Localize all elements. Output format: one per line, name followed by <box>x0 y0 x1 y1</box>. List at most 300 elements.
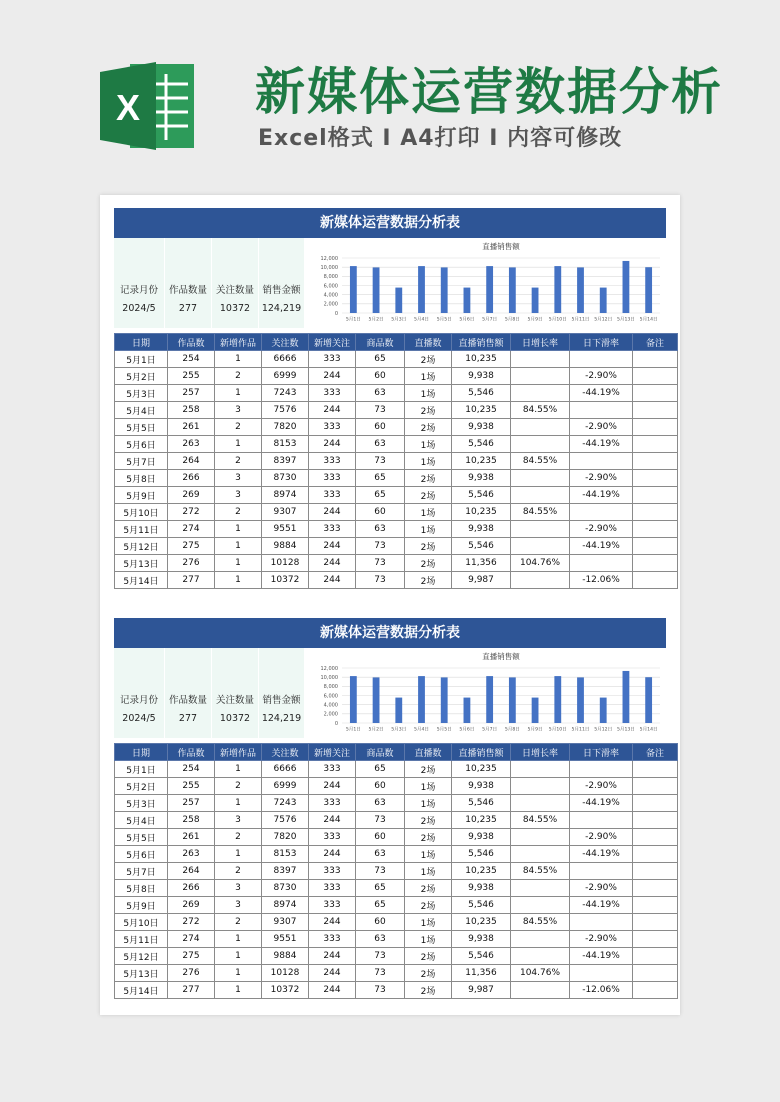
cell-new-followers: 244 <box>309 812 356 829</box>
cell-works: 258 <box>168 812 215 829</box>
x-tick-label: 5月14日 <box>639 727 658 733</box>
summary-label: 关注数量 <box>215 285 254 296</box>
x-tick-label: 5月1日 <box>345 727 361 733</box>
cell-daily-decline <box>570 761 633 778</box>
cell-date: 5月1日 <box>115 351 168 368</box>
summary-sales <box>259 238 304 328</box>
cell-live-count: 1场 <box>405 931 452 948</box>
cell-products: 63 <box>356 846 405 863</box>
cell-new-works: 1 <box>215 948 262 965</box>
cell-date: 5月12日 <box>115 538 168 555</box>
cell-products: 60 <box>356 829 405 846</box>
table-row <box>115 761 678 778</box>
cell-followers: 7576 <box>262 812 309 829</box>
cell-new-followers: 244 <box>309 538 356 555</box>
y-tick-label: 4,000 <box>323 292 338 299</box>
cell-date: 5月6日 <box>115 846 168 863</box>
x-tick-label: 5月4日 <box>413 727 430 733</box>
cell-live-count: 2场 <box>405 538 452 555</box>
cell-followers: 7243 <box>262 795 309 812</box>
column-header-new-followers: 新增关注 <box>309 334 356 351</box>
cell-daily-decline <box>570 863 633 880</box>
cell-daily-decline: -44.19% <box>570 795 633 812</box>
cell-notes <box>633 351 678 368</box>
cell-live-sales: 10,235 <box>452 863 511 880</box>
cell-new-followers: 244 <box>309 368 356 385</box>
cell-live-count: 1场 <box>405 795 452 812</box>
cell-notes <box>633 795 678 812</box>
column-header-followers: 关注数 <box>262 334 309 351</box>
x-tick-label: 5月8日 <box>504 727 520 733</box>
cell-products: 73 <box>356 965 405 982</box>
cell-products: 73 <box>356 538 405 555</box>
x-tick-label: 5月2日 <box>368 727 384 733</box>
summary-value: 10372 <box>219 303 251 314</box>
cell-notes <box>633 931 678 948</box>
cell-products: 73 <box>356 572 405 589</box>
column-header-new-followers: 新增关注 <box>309 744 356 761</box>
cell-works: 261 <box>168 419 215 436</box>
cell-products: 65 <box>356 487 405 504</box>
x-tick-label: 5月2日 <box>368 317 384 323</box>
logo-letter: X <box>115 87 141 128</box>
cell-new-followers: 333 <box>309 829 356 846</box>
summary-label: 销售金额 <box>262 285 301 296</box>
cell-daily-decline: -2.90% <box>570 521 633 538</box>
cell-daily-decline: -12.06% <box>570 572 633 589</box>
column-header-daily-decline: 日下滑率 <box>570 744 633 761</box>
cell-products: 73 <box>356 812 405 829</box>
cell-live-sales: 5,546 <box>452 487 511 504</box>
column-header-daily-decline: 日下滑率 <box>570 334 633 351</box>
bar <box>600 288 607 313</box>
summary-label: 记录月份 <box>119 695 158 706</box>
cell-date: 5月2日 <box>115 368 168 385</box>
cell-live-count: 2场 <box>405 965 452 982</box>
cell-new-followers: 333 <box>309 795 356 812</box>
summary-month <box>114 648 165 738</box>
x-tick-label: 5月3日 <box>391 317 407 323</box>
x-tick-label: 5月11日 <box>571 727 590 733</box>
cell-live-count: 2场 <box>405 761 452 778</box>
cell-new-works: 1 <box>215 761 262 778</box>
cell-live-count: 1场 <box>405 436 452 453</box>
cell-new-works: 1 <box>215 572 262 589</box>
cell-notes <box>633 948 678 965</box>
cell-daily-growth <box>511 470 570 487</box>
cell-date: 5月7日 <box>115 453 168 470</box>
x-tick-label: 5月7日 <box>482 317 498 323</box>
cell-date: 5月13日 <box>115 555 168 572</box>
cell-live-sales: 9,938 <box>452 829 511 846</box>
bar <box>532 698 539 723</box>
bar <box>532 288 539 313</box>
bar <box>577 677 584 723</box>
cell-date: 5月7日 <box>115 863 168 880</box>
cell-live-count: 2场 <box>405 829 452 846</box>
cell-daily-decline: -2.90% <box>570 829 633 846</box>
cell-live-count: 2场 <box>405 880 452 897</box>
table-row <box>115 487 678 504</box>
daily-data-table <box>114 333 678 589</box>
table-row <box>115 778 678 795</box>
cell-daily-decline: -44.19% <box>570 846 633 863</box>
cell-daily-decline <box>570 402 633 419</box>
cell-new-works: 1 <box>215 965 262 982</box>
cell-products: 73 <box>356 453 405 470</box>
cell-live-sales: 10,235 <box>452 402 511 419</box>
cell-works: 277 <box>168 982 215 999</box>
cell-followers: 10372 <box>262 572 309 589</box>
cell-live-count: 2场 <box>405 351 452 368</box>
table-row <box>115 521 678 538</box>
cell-followers: 6999 <box>262 368 309 385</box>
summary-label: 关注数量 <box>215 695 254 706</box>
column-header-products: 商品数 <box>356 744 405 761</box>
column-header-date: 日期 <box>115 334 168 351</box>
cell-daily-growth <box>511 846 570 863</box>
summary-panel <box>114 648 666 743</box>
cell-daily-growth <box>511 761 570 778</box>
cell-date: 5月3日 <box>115 795 168 812</box>
cell-works: 263 <box>168 436 215 453</box>
cell-products: 65 <box>356 761 405 778</box>
cell-notes <box>633 965 678 982</box>
cell-works: 266 <box>168 880 215 897</box>
cell-date: 5月10日 <box>115 914 168 931</box>
cell-new-followers: 244 <box>309 965 356 982</box>
cell-live-sales: 5,546 <box>452 436 511 453</box>
cell-live-sales: 5,546 <box>452 385 511 402</box>
cell-notes <box>633 470 678 487</box>
cell-new-followers: 244 <box>309 846 356 863</box>
summary-month <box>114 238 165 328</box>
cell-live-count: 1场 <box>405 385 452 402</box>
cell-works: 275 <box>168 538 215 555</box>
column-header-live-sales: 直播销售额 <box>452 334 511 351</box>
cell-products: 60 <box>356 778 405 795</box>
table-row <box>115 863 678 880</box>
cell-daily-decline: -2.90% <box>570 470 633 487</box>
summary-value: 124,219 <box>261 303 302 314</box>
cell-date: 5月3日 <box>115 385 168 402</box>
cell-daily-growth <box>511 880 570 897</box>
cell-new-works: 1 <box>215 436 262 453</box>
cell-products: 65 <box>356 880 405 897</box>
cell-products: 65 <box>356 351 405 368</box>
cell-daily-decline: -44.19% <box>570 948 633 965</box>
cell-daily-growth <box>511 487 570 504</box>
cell-daily-decline <box>570 453 633 470</box>
x-tick-label: 5月5日 <box>436 727 452 733</box>
cell-live-sales: 5,546 <box>452 948 511 965</box>
cell-live-sales: 11,356 <box>452 555 511 572</box>
cell-new-followers: 333 <box>309 487 356 504</box>
cell-new-works: 1 <box>215 555 262 572</box>
x-tick-label: 5月13日 <box>616 317 635 323</box>
cell-followers: 8730 <box>262 470 309 487</box>
summary-label: 作品数量 <box>168 695 207 706</box>
x-tick-label: 5月5日 <box>436 317 452 323</box>
cell-works: 255 <box>168 368 215 385</box>
cell-date: 5月12日 <box>115 948 168 965</box>
cell-followers: 6999 <box>262 778 309 795</box>
cell-followers: 9884 <box>262 948 309 965</box>
cell-live-count: 1场 <box>405 846 452 863</box>
analysis-sheet-2 <box>114 618 666 999</box>
cell-daily-growth: 84.55% <box>511 863 570 880</box>
table-row <box>115 795 678 812</box>
column-header-daily-growth: 日增长率 <box>511 744 570 761</box>
cell-live-sales: 9,938 <box>452 931 511 948</box>
cell-followers: 10372 <box>262 982 309 999</box>
cell-new-works: 3 <box>215 897 262 914</box>
summary-value: 2024/5 <box>122 713 156 724</box>
x-tick-label: 5月6日 <box>459 727 475 733</box>
cell-date: 5月8日 <box>115 880 168 897</box>
cell-daily-growth <box>511 931 570 948</box>
cell-live-sales: 10,235 <box>452 761 511 778</box>
summary-label: 记录月份 <box>119 285 158 296</box>
cell-new-followers: 244 <box>309 572 356 589</box>
cell-daily-decline: -2.90% <box>570 931 633 948</box>
cell-live-count: 2场 <box>405 402 452 419</box>
cell-new-works: 2 <box>215 914 262 931</box>
cell-followers: 6666 <box>262 351 309 368</box>
cell-products: 73 <box>356 948 405 965</box>
cell-followers: 7576 <box>262 402 309 419</box>
summary-value: 277 <box>178 303 198 314</box>
cell-new-followers: 333 <box>309 351 356 368</box>
cell-date: 5月1日 <box>115 761 168 778</box>
cell-followers: 9307 <box>262 504 309 521</box>
cell-daily-decline <box>570 504 633 521</box>
x-tick-label: 5月7日 <box>482 727 498 733</box>
cell-followers: 7820 <box>262 829 309 846</box>
table-row <box>115 829 678 846</box>
cell-new-works: 3 <box>215 487 262 504</box>
cell-new-works: 3 <box>215 402 262 419</box>
cell-date: 5月5日 <box>115 419 168 436</box>
cell-new-works: 3 <box>215 470 262 487</box>
cell-live-count: 2场 <box>405 812 452 829</box>
cell-new-followers: 333 <box>309 385 356 402</box>
table-row <box>115 812 678 829</box>
cell-notes <box>633 402 678 419</box>
table-row <box>115 538 678 555</box>
cell-new-works: 2 <box>215 829 262 846</box>
cell-notes <box>633 812 678 829</box>
bar <box>373 267 380 313</box>
cell-new-works: 2 <box>215 778 262 795</box>
cell-daily-growth <box>511 521 570 538</box>
cell-new-works: 2 <box>215 453 262 470</box>
bar <box>509 267 516 313</box>
y-tick-label: 8,000 <box>323 274 338 281</box>
cell-followers: 8153 <box>262 436 309 453</box>
cell-daily-growth: 84.55% <box>511 914 570 931</box>
cell-daily-decline: -44.19% <box>570 538 633 555</box>
cell-works: 277 <box>168 572 215 589</box>
table-row <box>115 897 678 914</box>
x-tick-label: 5月14日 <box>639 317 658 323</box>
cell-live-sales: 9,938 <box>452 368 511 385</box>
bar <box>441 267 448 313</box>
cell-daily-decline: -2.90% <box>570 368 633 385</box>
cell-new-works: 3 <box>215 812 262 829</box>
cell-daily-decline: -2.90% <box>570 778 633 795</box>
x-tick-label: 5月3日 <box>391 727 407 733</box>
cell-new-works: 1 <box>215 931 262 948</box>
summary-value: 2024/5 <box>122 303 156 314</box>
cell-works: 255 <box>168 778 215 795</box>
bar <box>486 266 493 313</box>
sheet-title: 新媒体运营数据分析表 <box>114 208 666 238</box>
cell-new-followers: 244 <box>309 555 356 572</box>
page-subtitle: Excel格式 I A4打印 I 内容可修改 <box>258 126 623 151</box>
cell-live-count: 2场 <box>405 555 452 572</box>
cell-daily-growth: 104.76% <box>511 965 570 982</box>
cell-new-followers: 244 <box>309 504 356 521</box>
y-tick-label: 2,000 <box>323 711 338 718</box>
cell-new-followers: 333 <box>309 897 356 914</box>
cell-daily-growth <box>511 351 570 368</box>
cell-notes <box>633 897 678 914</box>
cell-notes <box>633 555 678 572</box>
sales-bar-chart <box>304 238 666 330</box>
cell-new-works: 1 <box>215 521 262 538</box>
cell-daily-decline <box>570 914 633 931</box>
cell-products: 60 <box>356 914 405 931</box>
cell-live-sales: 10,235 <box>452 914 511 931</box>
cell-works: 263 <box>168 846 215 863</box>
bar <box>373 677 380 723</box>
cell-live-count: 1场 <box>405 914 452 931</box>
cell-daily-growth <box>511 795 570 812</box>
x-tick-label: 5月4日 <box>413 317 430 323</box>
cell-new-followers: 333 <box>309 863 356 880</box>
summary-works <box>165 648 212 738</box>
cell-notes <box>633 419 678 436</box>
cell-works: 266 <box>168 470 215 487</box>
x-tick-label: 5月12日 <box>594 317 613 323</box>
y-tick-label: 12,000 <box>320 665 338 672</box>
cell-products: 60 <box>356 368 405 385</box>
x-tick-label: 5月11日 <box>571 317 590 323</box>
y-tick-label: 10,000 <box>320 264 338 271</box>
document-sheet <box>100 195 680 1015</box>
cell-daily-decline <box>570 555 633 572</box>
cell-works: 257 <box>168 795 215 812</box>
cell-notes <box>633 572 678 589</box>
y-tick-label: 2,000 <box>323 301 338 308</box>
table-row <box>115 453 678 470</box>
cell-new-works: 1 <box>215 538 262 555</box>
bar <box>623 261 630 313</box>
cell-followers: 10128 <box>262 555 309 572</box>
table-row <box>115 555 678 572</box>
page-header <box>0 0 780 180</box>
table-row <box>115 880 678 897</box>
cell-notes <box>633 914 678 931</box>
summary-panel <box>114 238 666 333</box>
cell-works: 274 <box>168 931 215 948</box>
cell-notes <box>633 521 678 538</box>
cell-live-count: 2场 <box>405 948 452 965</box>
cell-followers: 9884 <box>262 538 309 555</box>
column-header-new-works: 新增作品 <box>215 744 262 761</box>
table-row <box>115 368 678 385</box>
cell-live-count: 2场 <box>405 419 452 436</box>
cell-live-count: 2场 <box>405 982 452 999</box>
summary-followers <box>212 238 259 328</box>
daily-data-table <box>114 743 678 999</box>
cell-live-sales: 9,987 <box>452 982 511 999</box>
cell-date: 5月8日 <box>115 470 168 487</box>
cell-live-sales: 10,235 <box>452 351 511 368</box>
y-tick-label: 0 <box>334 720 338 727</box>
table-row <box>115 846 678 863</box>
column-header-works: 作品数 <box>168 334 215 351</box>
cell-products: 73 <box>356 982 405 999</box>
cell-works: 276 <box>168 965 215 982</box>
summary-followers <box>212 648 259 738</box>
sheet-title: 新媒体运营数据分析表 <box>114 618 666 648</box>
table-header-row <box>115 334 678 351</box>
x-tick-label: 5月8日 <box>504 317 520 323</box>
cell-new-followers: 244 <box>309 948 356 965</box>
column-header-live-sales: 直播销售额 <box>452 744 511 761</box>
cell-works: 275 <box>168 948 215 965</box>
cell-live-count: 1场 <box>405 368 452 385</box>
column-header-date: 日期 <box>115 744 168 761</box>
cell-live-count: 1场 <box>405 863 452 880</box>
x-tick-label: 5月6日 <box>459 317 475 323</box>
cell-products: 73 <box>356 863 405 880</box>
cell-notes <box>633 778 678 795</box>
cell-date: 5月5日 <box>115 829 168 846</box>
cell-works: 276 <box>168 555 215 572</box>
cell-products: 65 <box>356 470 405 487</box>
table-row <box>115 914 678 931</box>
bar <box>554 266 561 313</box>
table-row <box>115 470 678 487</box>
cell-daily-growth: 84.55% <box>511 453 570 470</box>
cell-daily-growth <box>511 982 570 999</box>
cell-notes <box>633 453 678 470</box>
cell-live-count: 2场 <box>405 897 452 914</box>
cell-daily-growth <box>511 436 570 453</box>
cell-live-count: 1场 <box>405 778 452 795</box>
cell-works: 269 <box>168 897 215 914</box>
cell-notes <box>633 385 678 402</box>
x-tick-label: 5月1日 <box>345 317 361 323</box>
cell-notes <box>633 880 678 897</box>
cell-notes <box>633 504 678 521</box>
table-row <box>115 436 678 453</box>
cell-date: 5月13日 <box>115 965 168 982</box>
cell-works: 272 <box>168 914 215 931</box>
table-row <box>115 572 678 589</box>
cell-products: 73 <box>356 555 405 572</box>
cell-followers: 10128 <box>262 965 309 982</box>
bar <box>509 677 516 723</box>
y-tick-label: 4,000 <box>323 702 338 709</box>
column-header-notes: 备注 <box>633 334 678 351</box>
column-header-daily-growth: 日增长率 <box>511 334 570 351</box>
table-header-row <box>115 744 678 761</box>
table-row <box>115 351 678 368</box>
